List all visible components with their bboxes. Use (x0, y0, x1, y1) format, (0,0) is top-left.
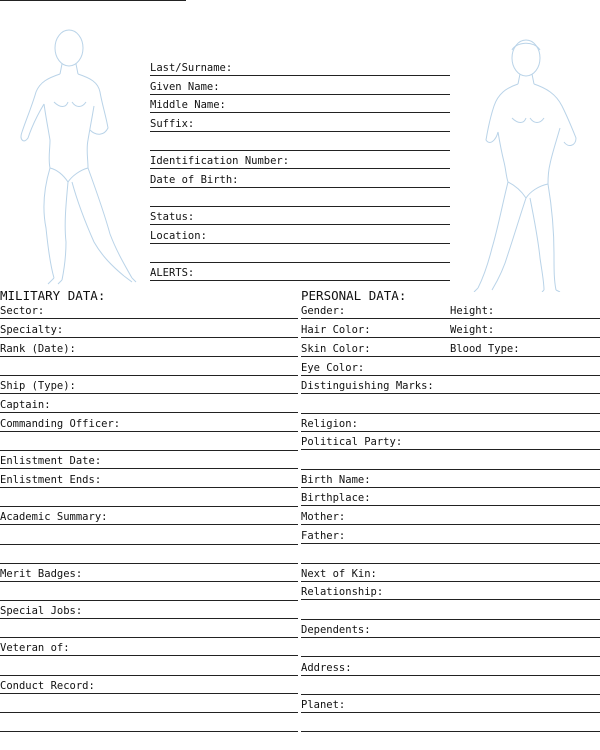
merit-badges-label: Merit Badges: (0, 568, 83, 580)
blank-line (0, 712, 298, 713)
middle-name-label: Middle Name: (150, 99, 226, 111)
ship-type-label: Ship (Type): (0, 380, 76, 392)
relationship-field[interactable] (301, 582, 600, 600)
height-field[interactable] (448, 301, 600, 319)
birth-name-field[interactable] (301, 470, 600, 488)
rank-date-label: Rank (Date): (0, 343, 76, 355)
weight-label: Weight: (450, 324, 495, 336)
captain-field[interactable] (0, 395, 298, 413)
date-of-birth-field[interactable] (150, 170, 450, 188)
enlistment-date-field[interactable] (0, 451, 298, 469)
last-surname-field[interactable] (150, 58, 450, 76)
specialty-field[interactable] (0, 320, 298, 338)
skin-color-field[interactable] (301, 339, 448, 357)
gender-label: Gender: (301, 305, 346, 317)
religion-field[interactable] (301, 414, 600, 432)
sector-field[interactable] (0, 301, 298, 319)
conduct-record-label: Conduct Record: (0, 680, 95, 692)
merit-badges-field[interactable] (0, 564, 298, 582)
veteran-of-label: Veteran of: (0, 642, 70, 654)
next-of-kin-label: Next of Kin: (301, 568, 377, 580)
eye-color-label: Eye Color: (301, 362, 365, 374)
dependents-field[interactable] (301, 620, 600, 638)
address-label: Address: (301, 662, 352, 674)
given-name-label: Given Name: (150, 81, 220, 93)
eye-color-field[interactable] (301, 358, 600, 376)
next-of-kin-field[interactable] (301, 564, 600, 582)
blood-type-label: Blood Type: (450, 343, 520, 355)
planet-label: Planet: (301, 699, 346, 711)
dependents-label: Dependents: (301, 624, 371, 636)
blank-line (0, 544, 298, 545)
blood-type-field[interactable] (448, 339, 600, 357)
last-surname-label: Last/Surname: (150, 62, 233, 74)
planet-field[interactable] (301, 695, 600, 713)
academic-summary-field[interactable] (0, 507, 298, 525)
father-field[interactable] (301, 526, 600, 544)
status-field[interactable] (150, 207, 450, 225)
blank-line (0, 731, 298, 732)
figure-sketch-left (14, 28, 138, 286)
enlistment-ends-label: Enlistment Ends: (0, 474, 102, 486)
special-jobs-label: Special Jobs: (0, 605, 83, 617)
father-label: Father: (301, 530, 346, 542)
birthplace-field[interactable] (301, 488, 600, 506)
blank-line (301, 656, 600, 657)
hair-color-label: Hair Color: (301, 324, 371, 336)
weight-field[interactable] (448, 320, 600, 338)
alerts-field[interactable] (150, 263, 450, 281)
special-jobs-field[interactable] (0, 601, 298, 619)
rank-date-field[interactable] (0, 339, 298, 357)
middle-name-field[interactable] (150, 95, 450, 113)
captain-label: Captain: (0, 399, 51, 411)
specialty-label: Specialty: (0, 324, 64, 336)
mother-label: Mother: (301, 511, 346, 523)
veteran-of-field[interactable] (0, 638, 298, 656)
personal-data-title: PERSONAL DATA: (301, 288, 407, 303)
birthplace-label: Birthplace: (301, 492, 371, 504)
enlistment-date-label: Enlistment Date: (0, 455, 102, 467)
location-field[interactable] (150, 226, 450, 244)
distinguishing-marks-field[interactable] (301, 376, 600, 394)
commanding-officer-label: Commanding Officer: (0, 418, 121, 430)
date-of-birth-label: Date of Birth: (150, 174, 239, 186)
commanding-officer-field[interactable] (0, 414, 298, 432)
political-party-field[interactable] (301, 432, 600, 450)
mother-field[interactable] (301, 507, 600, 525)
status-label: Status: (150, 211, 195, 223)
political-party-label: Political Party: (301, 436, 403, 448)
conduct-record-field[interactable] (0, 676, 298, 694)
signature-line (0, 0, 186, 1)
hair-color-field[interactable] (301, 320, 448, 338)
enlistment-ends-field[interactable] (0, 470, 298, 488)
height-label: Height: (450, 305, 495, 317)
ship-type-field[interactable] (0, 376, 298, 394)
suffix-label: Suffix: (150, 118, 195, 130)
given-name-field[interactable] (150, 77, 450, 95)
religion-label: Religion: (301, 418, 358, 430)
figure-sketch-right (472, 36, 584, 292)
suffix-field[interactable] (150, 114, 450, 132)
relationship-label: Relationship: (301, 586, 384, 598)
birth-name-label: Birth Name: (301, 474, 371, 486)
sector-label: Sector: (0, 305, 45, 317)
distinguishing-marks-label: Distinguishing Marks: (301, 380, 434, 392)
gender-field[interactable] (301, 301, 448, 319)
location-label: Location: (150, 230, 207, 242)
blank-line (301, 731, 600, 732)
skin-color-label: Skin Color: (301, 343, 371, 355)
alerts-label: ALERTS: (150, 267, 195, 279)
academic-summary-label: Academic Summary: (0, 511, 108, 523)
military-data-title: MILITARY DATA: (0, 288, 106, 303)
identification-number-label: Identification Number: (150, 155, 290, 167)
address-field[interactable] (301, 658, 600, 676)
identification-number-field[interactable] (150, 151, 450, 169)
